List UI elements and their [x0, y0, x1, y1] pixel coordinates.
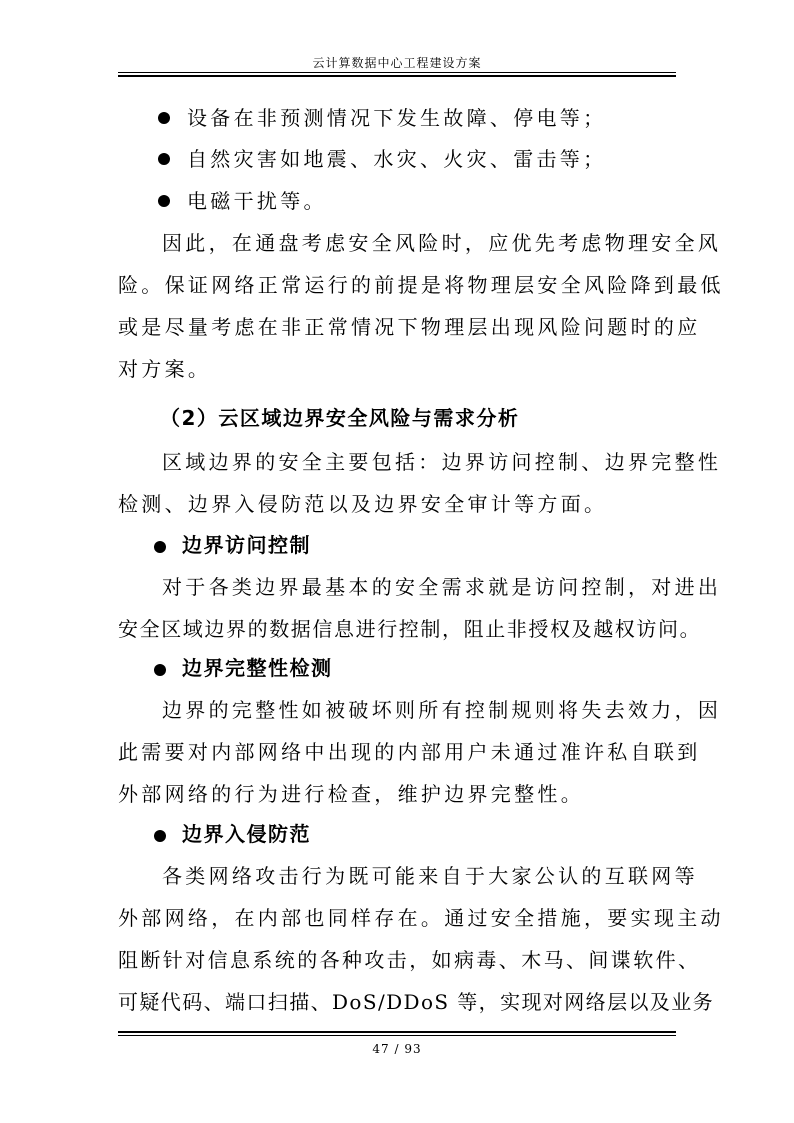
paragraph-line: 各类网络攻击行为既可能来自于大家公认的互联网等 [162, 864, 698, 888]
paragraph-line: 阻断针对信息系统的各种攻击，如病毒、木马、间谍软件、 [118, 948, 701, 972]
header-rule-thin [118, 72, 676, 73]
footer-rule-thick [118, 1031, 676, 1033]
bullet-dot [158, 112, 170, 124]
bullet-item-failure: 设备在非预测情况下发生故障、停电等； [187, 106, 607, 130]
paragraph-line: 此需要对内部网络中出现的内部用户未通过准许私自联到 [118, 740, 701, 764]
paragraph-line: 对于各类边界最基本的安全需求就是访问控制，对进出 [162, 575, 722, 599]
bullet-item-disaster: 自然灾害如地震、水灾、火灾、雷击等； [187, 147, 607, 171]
bullet-dot [158, 153, 170, 165]
subheading-integrity: 边界完整性检测 [182, 656, 333, 680]
bullet-dot [154, 541, 166, 553]
paragraph-line: 因此，在通盘考虑安全风险时，应优先考虑物理安全风 [162, 231, 722, 255]
paragraph-line: 险。保证网络正常运行的前提是将物理层安全风险降到最低 [118, 273, 724, 297]
paragraph-line: 边界的完整性如被破坏则所有控制规则将失去效力，因 [162, 698, 722, 722]
paragraph-line: 对方案。 [118, 357, 212, 381]
bullet-dot [154, 830, 166, 842]
paragraph-line: 外部网络，在内部也同样存在。通过安全措施，要实现主动 [118, 906, 724, 930]
paragraph-line: 安全区域边界的数据信息进行控制，阻止非授权及越权访问。 [118, 617, 702, 641]
paragraph-line: 外部网络的行为进行检查，维护边界完整性。 [118, 782, 584, 806]
running-header-title: 云计算数据中心工程建设方案 [312, 56, 482, 70]
subheading-access-control: 边界访问控制 [182, 533, 311, 557]
header-rule-thick [118, 75, 676, 77]
footer-rule-thin [118, 1035, 676, 1036]
paragraph-line: 区域边界的安全主要包括：边界访问控制、边界完整性 [162, 450, 722, 474]
page-number: 47 / 93 [372, 1042, 422, 1056]
section-heading: （2）云区域边界安全风险与需求分析 [160, 406, 520, 430]
paragraph-line: 检测、边界入侵防范以及边界安全审计等方面。 [118, 492, 608, 516]
paragraph-line: 可疑代码、端口扫描、DoS/DDoS 等，实现对网络层以及业务 [118, 990, 715, 1014]
bullet-dot [158, 195, 170, 207]
subheading-intrusion: 边界入侵防范 [182, 822, 311, 846]
bullet-item-emi: 电磁干扰等。 [187, 189, 327, 213]
bullet-dot [154, 664, 166, 676]
paragraph-line: 或是尽量考虑在非正常情况下物理层出现风险问题时的应 [118, 315, 701, 339]
